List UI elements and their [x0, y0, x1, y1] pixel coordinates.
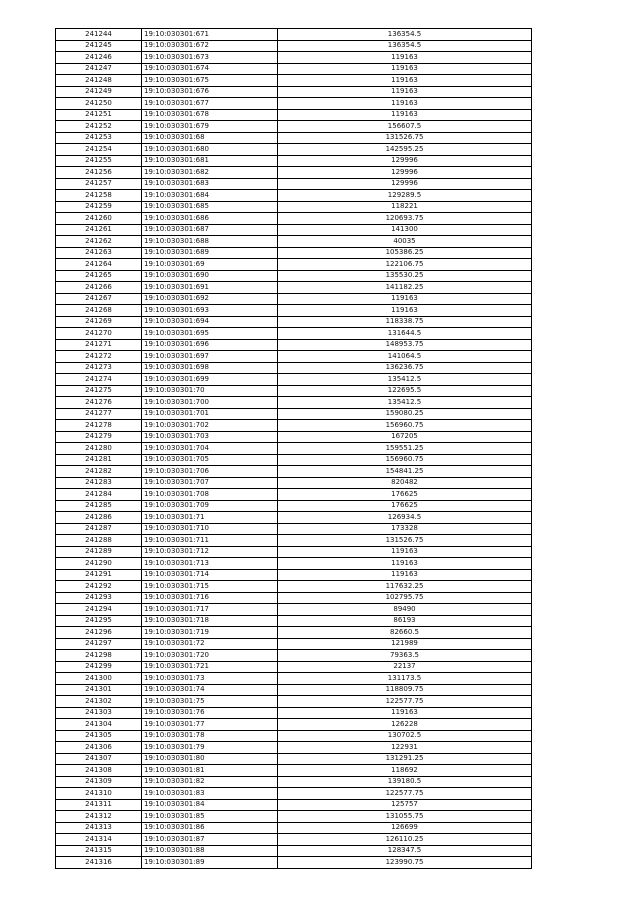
value-cell: 22137	[278, 661, 532, 673]
cadastral-number-cell: 19:10:030301:88	[142, 845, 278, 857]
cadastral-number-cell: 19:10:030301:81	[142, 765, 278, 777]
cadastral-number-cell: 19:10:030301:79	[142, 742, 278, 754]
table-row	[56, 144, 532, 156]
table-row	[56, 40, 532, 52]
row-number-cell: 241282	[56, 466, 142, 478]
row-number-cell: 241300	[56, 673, 142, 685]
value-cell: 131644.5	[278, 328, 532, 340]
table-row	[56, 420, 532, 432]
table-row	[56, 178, 532, 190]
row-number-cell: 241280	[56, 443, 142, 455]
value-cell: 118692	[278, 765, 532, 777]
table-row	[56, 811, 532, 823]
row-number-cell: 241312	[56, 811, 142, 823]
table-row	[56, 408, 532, 420]
row-number-cell: 241245	[56, 40, 142, 52]
cadastral-number-cell: 19:10:030301:682	[142, 167, 278, 179]
row-number-cell: 241246	[56, 52, 142, 64]
row-number-cell: 241264	[56, 259, 142, 271]
table-row	[56, 224, 532, 236]
cadastral-number-cell: 19:10:030301:672	[142, 40, 278, 52]
row-number-cell: 241276	[56, 397, 142, 409]
cadastral-number-cell: 19:10:030301:711	[142, 535, 278, 547]
value-cell: 129996	[278, 155, 532, 167]
table-row	[56, 604, 532, 616]
value-cell: 167205	[278, 431, 532, 443]
value-cell: 142595.25	[278, 144, 532, 156]
table-row	[56, 512, 532, 524]
value-cell: 131526.75	[278, 132, 532, 144]
row-number-cell: 241255	[56, 155, 142, 167]
table-row	[56, 719, 532, 731]
table-row	[56, 374, 532, 386]
value-cell: 135412.5	[278, 397, 532, 409]
value-cell: 86193	[278, 615, 532, 627]
table-row	[56, 742, 532, 754]
cadastral-number-cell: 19:10:030301:68	[142, 132, 278, 144]
table-row	[56, 650, 532, 662]
row-number-cell: 241262	[56, 236, 142, 248]
row-number-cell: 241307	[56, 753, 142, 765]
table-row	[56, 707, 532, 719]
value-cell: 130702.5	[278, 730, 532, 742]
row-number-cell: 241275	[56, 385, 142, 397]
value-cell: 139180.5	[278, 776, 532, 788]
row-number-cell: 241304	[56, 719, 142, 731]
row-number-cell: 241263	[56, 247, 142, 259]
value-cell: 136236.75	[278, 362, 532, 374]
table-row	[56, 857, 532, 869]
row-number-cell: 241311	[56, 799, 142, 811]
table-row	[56, 385, 532, 397]
value-cell: 159080.25	[278, 408, 532, 420]
table-row	[56, 788, 532, 800]
cadastral-number-cell: 19:10:030301:671	[142, 29, 278, 41]
table-row	[56, 477, 532, 489]
value-cell: 119163	[278, 52, 532, 64]
table-row	[56, 765, 532, 777]
cadastral-number-cell: 19:10:030301:693	[142, 305, 278, 317]
cadastral-number-cell: 19:10:030301:719	[142, 627, 278, 639]
value-cell: 125757	[278, 799, 532, 811]
table-row	[56, 63, 532, 75]
cadastral-number-cell: 19:10:030301:679	[142, 121, 278, 133]
cadastral-number-cell: 19:10:030301:684	[142, 190, 278, 202]
value-cell: 126934.5	[278, 512, 532, 524]
table-row	[56, 362, 532, 374]
row-number-cell: 241284	[56, 489, 142, 501]
row-number-cell: 241289	[56, 546, 142, 558]
value-cell: 156960.75	[278, 454, 532, 466]
value-cell: 121989	[278, 638, 532, 650]
value-cell: 105386.25	[278, 247, 532, 259]
row-number-cell: 241252	[56, 121, 142, 133]
value-cell: 120693.75	[278, 213, 532, 225]
row-number-cell: 241287	[56, 523, 142, 535]
table-row	[56, 834, 532, 846]
table-row	[56, 259, 532, 271]
table-row	[56, 339, 532, 351]
table-row	[56, 454, 532, 466]
cadastral-number-cell: 19:10:030301:89	[142, 857, 278, 869]
cadastral-number-cell: 19:10:030301:70	[142, 385, 278, 397]
cadastral-number-cell: 19:10:030301:674	[142, 63, 278, 75]
row-number-cell: 241278	[56, 420, 142, 432]
cadastral-number-cell: 19:10:030301:681	[142, 155, 278, 167]
row-number-cell: 241249	[56, 86, 142, 98]
value-cell: 40035	[278, 236, 532, 248]
value-cell: 156607.5	[278, 121, 532, 133]
value-cell: 126228	[278, 719, 532, 731]
table-row	[56, 52, 532, 64]
cadastral-number-cell: 19:10:030301:715	[142, 581, 278, 593]
table-row	[56, 270, 532, 282]
row-number-cell: 241315	[56, 845, 142, 857]
value-cell: 119163	[278, 707, 532, 719]
cadastral-number-cell: 19:10:030301:85	[142, 811, 278, 823]
row-number-cell: 241271	[56, 339, 142, 351]
cadastral-number-cell: 19:10:030301:709	[142, 500, 278, 512]
table-row	[56, 615, 532, 627]
row-number-cell: 241309	[56, 776, 142, 788]
table-row	[56, 673, 532, 685]
cadastral-number-cell: 19:10:030301:683	[142, 178, 278, 190]
row-number-cell: 241306	[56, 742, 142, 754]
cadastral-number-cell: 19:10:030301:686	[142, 213, 278, 225]
table-row	[56, 581, 532, 593]
table-row	[56, 776, 532, 788]
row-number-cell: 241310	[56, 788, 142, 800]
table-row	[56, 466, 532, 478]
value-cell: 89490	[278, 604, 532, 616]
value-cell: 119163	[278, 569, 532, 581]
row-number-cell: 241270	[56, 328, 142, 340]
table-row	[56, 98, 532, 110]
row-number-cell: 241253	[56, 132, 142, 144]
table-row	[56, 569, 532, 581]
row-number-cell: 241303	[56, 707, 142, 719]
cadastral-number-cell: 19:10:030301:700	[142, 397, 278, 409]
value-cell: 102795.75	[278, 592, 532, 604]
value-cell: 136354.5	[278, 29, 532, 41]
cadastral-number-cell: 19:10:030301:690	[142, 270, 278, 282]
table-row	[56, 822, 532, 834]
cadastral-number-cell: 19:10:030301:83	[142, 788, 278, 800]
table-row	[56, 592, 532, 604]
cadastral-number-cell: 19:10:030301:76	[142, 707, 278, 719]
cadastral-number-cell: 19:10:030301:703	[142, 431, 278, 443]
table-row	[56, 431, 532, 443]
value-cell: 131526.75	[278, 535, 532, 547]
table-row	[56, 535, 532, 547]
value-cell: 126699	[278, 822, 532, 834]
table-row	[56, 523, 532, 535]
cadastral-number-cell: 19:10:030301:69	[142, 259, 278, 271]
value-cell: 156960.75	[278, 420, 532, 432]
cadastral-number-cell: 19:10:030301:718	[142, 615, 278, 627]
value-cell: 118221	[278, 201, 532, 213]
cadastral-number-cell: 19:10:030301:705	[142, 454, 278, 466]
cadastral-number-cell: 19:10:030301:84	[142, 799, 278, 811]
table-row	[56, 121, 532, 133]
cadastral-number-cell: 19:10:030301:78	[142, 730, 278, 742]
cadastral-number-cell: 19:10:030301:673	[142, 52, 278, 64]
cadastral-number-cell: 19:10:030301:699	[142, 374, 278, 386]
cadastral-number-cell: 19:10:030301:71	[142, 512, 278, 524]
cadastral-number-cell: 19:10:030301:87	[142, 834, 278, 846]
value-cell: 820482	[278, 477, 532, 489]
row-number-cell: 241274	[56, 374, 142, 386]
cadastral-number-cell: 19:10:030301:707	[142, 477, 278, 489]
table-row	[56, 489, 532, 501]
table-row	[56, 328, 532, 340]
cadastral-number-cell: 19:10:030301:80	[142, 753, 278, 765]
row-number-cell: 241247	[56, 63, 142, 75]
row-number-cell: 241283	[56, 477, 142, 489]
row-number-cell: 241244	[56, 29, 142, 41]
row-number-cell: 241288	[56, 535, 142, 547]
value-cell: 119163	[278, 293, 532, 305]
table-row	[56, 155, 532, 167]
row-number-cell: 241254	[56, 144, 142, 156]
cadastral-number-cell: 19:10:030301:714	[142, 569, 278, 581]
table-body	[56, 29, 532, 869]
table-row	[56, 684, 532, 696]
row-number-cell: 241296	[56, 627, 142, 639]
row-number-cell: 241258	[56, 190, 142, 202]
value-cell: 82660.5	[278, 627, 532, 639]
cadastral-number-cell: 19:10:030301:77	[142, 719, 278, 731]
row-number-cell: 241279	[56, 431, 142, 443]
value-cell: 119163	[278, 63, 532, 75]
value-cell: 126110.25	[278, 834, 532, 846]
value-cell: 129996	[278, 178, 532, 190]
table-row	[56, 696, 532, 708]
value-cell: 119163	[278, 98, 532, 110]
value-cell: 122577.75	[278, 696, 532, 708]
value-cell: 128347.5	[278, 845, 532, 857]
cadastral-number-cell: 19:10:030301:717	[142, 604, 278, 616]
value-cell: 118809.75	[278, 684, 532, 696]
value-cell: 129996	[278, 167, 532, 179]
table-row	[56, 167, 532, 179]
table-row	[56, 661, 532, 673]
row-number-cell: 241292	[56, 581, 142, 593]
value-cell: 141182.25	[278, 282, 532, 294]
cadastral-number-cell: 19:10:030301:691	[142, 282, 278, 294]
value-cell: 135412.5	[278, 374, 532, 386]
row-number-cell: 241250	[56, 98, 142, 110]
cadastral-number-cell: 19:10:030301:697	[142, 351, 278, 363]
cadastral-number-cell: 19:10:030301:72	[142, 638, 278, 650]
table-row	[56, 351, 532, 363]
row-number-cell: 241277	[56, 408, 142, 420]
row-number-cell: 241299	[56, 661, 142, 673]
row-number-cell: 241316	[56, 857, 142, 869]
value-cell: 129289.5	[278, 190, 532, 202]
table-row	[56, 845, 532, 857]
cadastral-number-cell: 19:10:030301:676	[142, 86, 278, 98]
row-number-cell: 241301	[56, 684, 142, 696]
cadastral-number-cell: 19:10:030301:720	[142, 650, 278, 662]
row-number-cell: 241268	[56, 305, 142, 317]
table-row	[56, 132, 532, 144]
cadastral-number-cell: 19:10:030301:721	[142, 661, 278, 673]
row-number-cell: 241305	[56, 730, 142, 742]
cadastral-number-cell: 19:10:030301:685	[142, 201, 278, 213]
value-cell: 176625	[278, 500, 532, 512]
row-number-cell: 241308	[56, 765, 142, 777]
table-row	[56, 627, 532, 639]
row-number-cell: 241298	[56, 650, 142, 662]
row-number-cell: 241269	[56, 316, 142, 328]
table-row	[56, 86, 532, 98]
table-row	[56, 29, 532, 41]
cadastral-number-cell: 19:10:030301:692	[142, 293, 278, 305]
row-number-cell: 241291	[56, 569, 142, 581]
value-cell: 117632.25	[278, 581, 532, 593]
table-row	[56, 558, 532, 570]
cadastral-number-cell: 19:10:030301:75	[142, 696, 278, 708]
table-row	[56, 500, 532, 512]
table-row	[56, 109, 532, 121]
cadastral-number-cell: 19:10:030301:704	[142, 443, 278, 455]
value-cell: 122577.75	[278, 788, 532, 800]
cadastral-number-cell: 19:10:030301:695	[142, 328, 278, 340]
value-cell: 154841.25	[278, 466, 532, 478]
cadastral-number-cell: 19:10:030301:710	[142, 523, 278, 535]
table-row	[56, 638, 532, 650]
row-number-cell: 241286	[56, 512, 142, 524]
row-number-cell: 241256	[56, 167, 142, 179]
row-number-cell: 241314	[56, 834, 142, 846]
row-number-cell: 241290	[56, 558, 142, 570]
value-cell: 141300	[278, 224, 532, 236]
value-cell: 135530.25	[278, 270, 532, 282]
value-cell: 119163	[278, 109, 532, 121]
row-number-cell: 241281	[56, 454, 142, 466]
row-number-cell: 241251	[56, 109, 142, 121]
row-number-cell: 241297	[56, 638, 142, 650]
cadastral-number-cell: 19:10:030301:708	[142, 489, 278, 501]
value-cell: 119163	[278, 75, 532, 87]
cadastral-number-cell: 19:10:030301:82	[142, 776, 278, 788]
value-cell: 119163	[278, 305, 532, 317]
row-number-cell: 241257	[56, 178, 142, 190]
table-row	[56, 201, 532, 213]
cadastral-number-cell: 19:10:030301:675	[142, 75, 278, 87]
table-row	[56, 282, 532, 294]
value-cell: 122931	[278, 742, 532, 754]
value-cell: 119163	[278, 546, 532, 558]
row-number-cell: 241285	[56, 500, 142, 512]
value-cell: 79363.5	[278, 650, 532, 662]
table-row	[56, 293, 532, 305]
value-cell: 176625	[278, 489, 532, 501]
row-number-cell: 241259	[56, 201, 142, 213]
row-number-cell: 241294	[56, 604, 142, 616]
cadastral-number-cell: 19:10:030301:701	[142, 408, 278, 420]
table-row	[56, 190, 532, 202]
table-row	[56, 247, 532, 259]
row-number-cell: 241272	[56, 351, 142, 363]
value-cell: 123990.75	[278, 857, 532, 869]
row-number-cell: 241273	[56, 362, 142, 374]
value-cell: 131173.5	[278, 673, 532, 685]
table-row	[56, 546, 532, 558]
value-cell: 119163	[278, 86, 532, 98]
value-cell: 141064.5	[278, 351, 532, 363]
row-number-cell: 241267	[56, 293, 142, 305]
value-cell: 136354.5	[278, 40, 532, 52]
cadastral-number-cell: 19:10:030301:677	[142, 98, 278, 110]
cadastral-number-cell: 19:10:030301:716	[142, 592, 278, 604]
cadastral-number-cell: 19:10:030301:74	[142, 684, 278, 696]
table-row	[56, 753, 532, 765]
row-number-cell: 241313	[56, 822, 142, 834]
table-row	[56, 443, 532, 455]
value-cell: 131055.75	[278, 811, 532, 823]
cadastral-number-cell: 19:10:030301:713	[142, 558, 278, 570]
cadastral-number-cell: 19:10:030301:696	[142, 339, 278, 351]
cadastral-number-cell: 19:10:030301:689	[142, 247, 278, 259]
cadastral-number-cell: 19:10:030301:687	[142, 224, 278, 236]
table-row	[56, 730, 532, 742]
table-row	[56, 397, 532, 409]
cadastral-number-cell: 19:10:030301:688	[142, 236, 278, 248]
table-row	[56, 799, 532, 811]
value-cell: 122695.5	[278, 385, 532, 397]
table-row	[56, 316, 532, 328]
row-number-cell: 241295	[56, 615, 142, 627]
table-row	[56, 213, 532, 225]
value-cell: 122106.75	[278, 259, 532, 271]
cadastral-value-table	[55, 28, 532, 869]
row-number-cell: 241293	[56, 592, 142, 604]
row-number-cell: 241260	[56, 213, 142, 225]
cadastral-number-cell: 19:10:030301:678	[142, 109, 278, 121]
value-cell: 118338.75	[278, 316, 532, 328]
cadastral-number-cell: 19:10:030301:712	[142, 546, 278, 558]
value-cell: 148953.75	[278, 339, 532, 351]
table-row	[56, 75, 532, 87]
cadastral-number-cell: 19:10:030301:86	[142, 822, 278, 834]
value-cell: 131291.25	[278, 753, 532, 765]
table-row	[56, 236, 532, 248]
cadastral-number-cell: 19:10:030301:73	[142, 673, 278, 685]
cadastral-number-cell: 19:10:030301:694	[142, 316, 278, 328]
cadastral-number-cell: 19:10:030301:706	[142, 466, 278, 478]
table-row	[56, 305, 532, 317]
cadastral-number-cell: 19:10:030301:702	[142, 420, 278, 432]
cadastral-number-cell: 19:10:030301:680	[142, 144, 278, 156]
cadastral-number-cell: 19:10:030301:698	[142, 362, 278, 374]
value-cell: 173328	[278, 523, 532, 535]
row-number-cell: 241266	[56, 282, 142, 294]
row-number-cell: 241302	[56, 696, 142, 708]
value-cell: 159551.25	[278, 443, 532, 455]
row-number-cell: 241248	[56, 75, 142, 87]
row-number-cell: 241265	[56, 270, 142, 282]
value-cell: 119163	[278, 558, 532, 570]
row-number-cell: 241261	[56, 224, 142, 236]
